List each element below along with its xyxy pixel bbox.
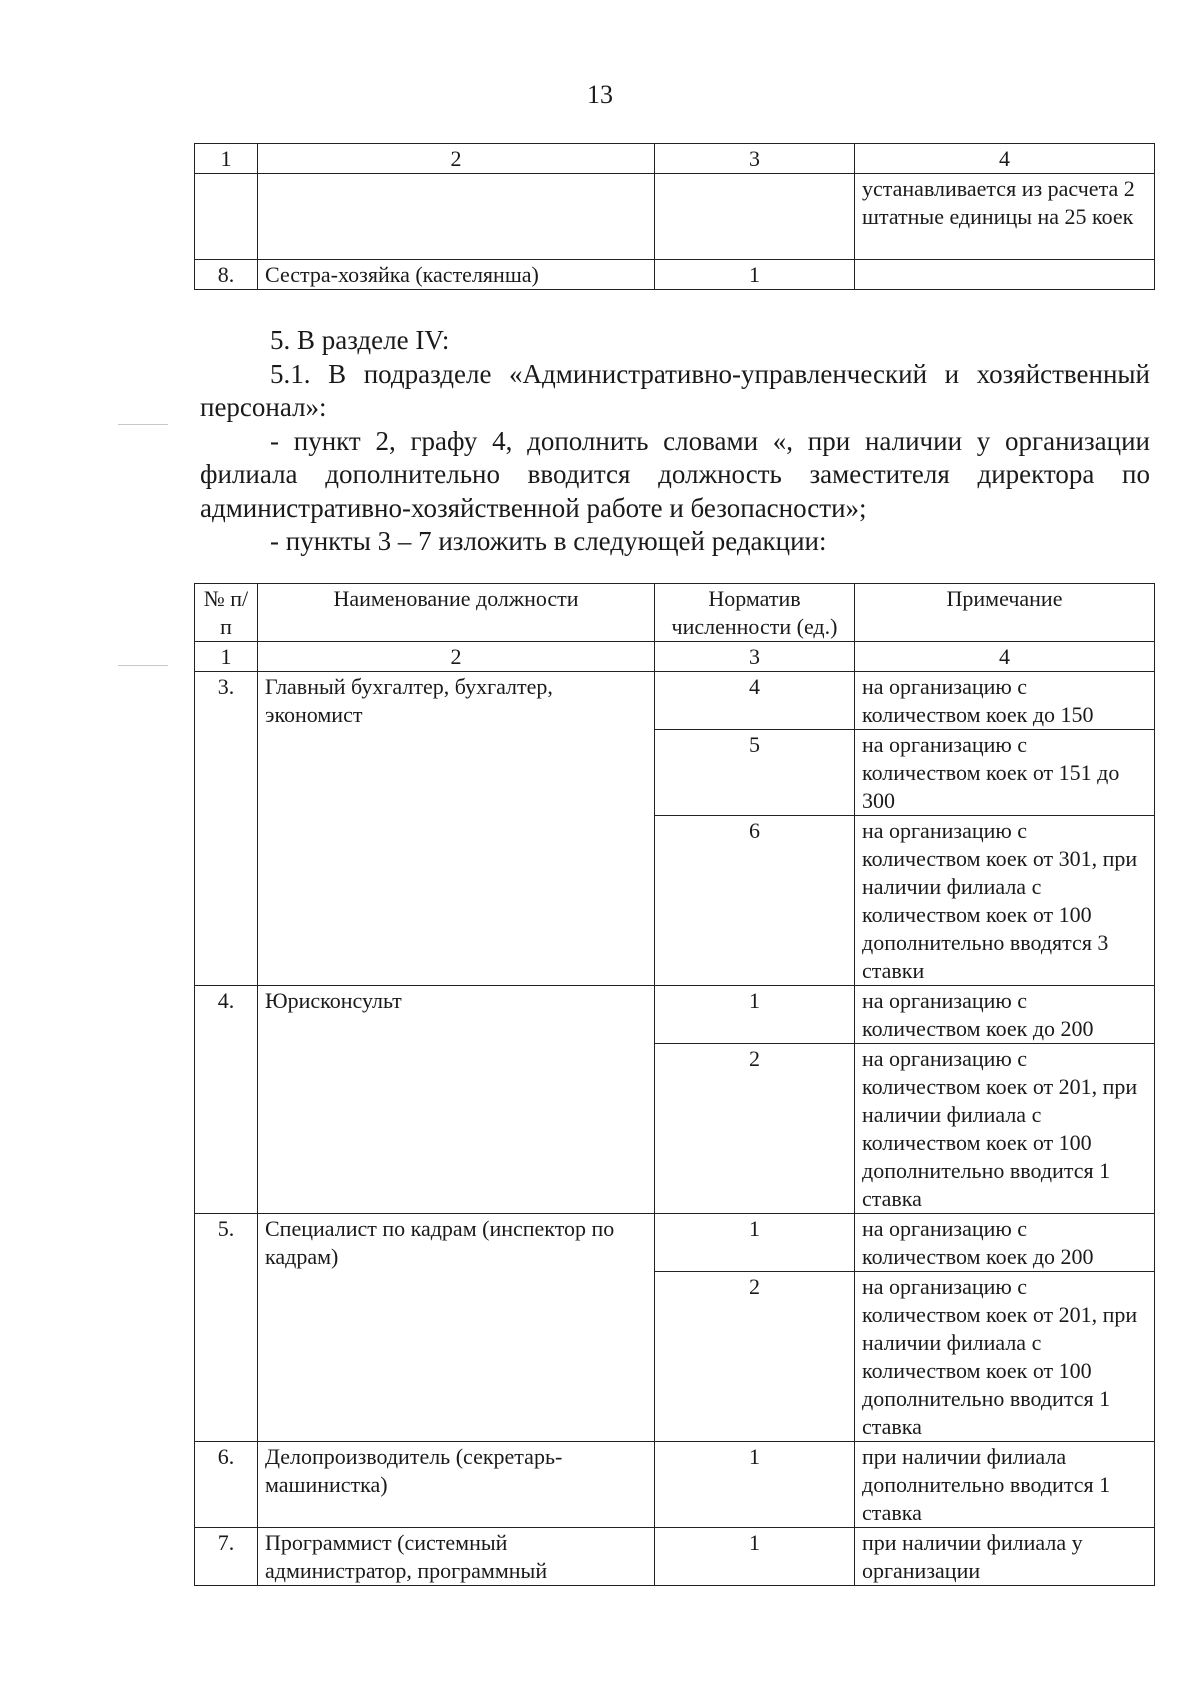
paragraph: 5. В разделе IV: — [270, 325, 450, 355]
row-note: на организацию с количеством коек до 150 — [855, 672, 1155, 730]
col-number: 3 — [655, 642, 855, 672]
row-norm: 1 — [655, 260, 855, 290]
row-note: на организацию с количеством коек от 201, при наличии филиала с количеством коек от 100 дополнительно вводится 1 ставка — [855, 1044, 1155, 1214]
row-norm: 2 — [655, 1044, 855, 1214]
table-row — [195, 174, 1155, 260]
row-name: Делопроизводитель (секретарь-машинистка) — [258, 1442, 655, 1528]
col-number: 1 — [195, 144, 258, 174]
col-number: 4 — [855, 642, 1155, 672]
row-norm — [655, 174, 855, 260]
page-number: 13 — [587, 80, 613, 109]
table-column-numbers — [195, 144, 1155, 174]
row-note: на организацию с количеством коек от 151 до 300 — [855, 730, 1155, 816]
row-name: Сестра-хозяйка (кастелянша) — [258, 260, 655, 290]
header-norm: Норматив численности (ед.) — [655, 584, 855, 642]
row-num: 4. — [195, 986, 258, 1214]
row-note: устанавливается из расчета 2 штатные единицы на 25 коек — [855, 174, 1155, 260]
row-norm: 2 — [655, 1272, 855, 1442]
header-name: Наименование должности — [258, 584, 655, 642]
row-num: 5. — [195, 1214, 258, 1442]
table-column-numbers — [195, 642, 1155, 672]
row-note: на организацию с количеством коек до 200 — [855, 1214, 1155, 1272]
row-norm: 1 — [655, 1442, 855, 1528]
header-num: № п/п — [195, 584, 258, 642]
row-norm: 5 — [655, 730, 855, 816]
table-row — [195, 1214, 1155, 1272]
col-number: 2 — [258, 144, 655, 174]
table-row — [195, 672, 1155, 730]
table-header-row — [195, 584, 1155, 642]
paragraph: - пункт 2, графу 4, дополнить словами «, при наличии у организации филиала дополнительно вводится должность заместителя директора по административно-хозяйственной работе и безопасности»; — [200, 425, 1150, 523]
paragraph: - пункты 3 – 7 изложить в следующей редакции: — [270, 526, 827, 556]
row-name: Программист (системный администратор, программный — [258, 1528, 655, 1586]
row-note: на организацию с количеством коек от 201, при наличии филиала с количеством коек от 100 дополнительно вводится 1 ставка — [855, 1272, 1155, 1442]
header-note: Примечание — [855, 584, 1155, 642]
staffing-table-continuation — [194, 143, 1155, 290]
row-name: Юрисконсульт — [258, 986, 655, 1214]
row-norm: 1 — [655, 986, 855, 1044]
staffing-table — [194, 583, 1155, 1586]
row-note: на организацию с количеством коек до 200 — [855, 986, 1155, 1044]
row-note: при наличии филиала у организации — [855, 1528, 1155, 1586]
row-num: 6. — [195, 1442, 258, 1528]
col-number: 4 — [855, 144, 1155, 174]
paragraph: 5.1. В подразделе «Административно-управленческий и хозяйственный персонал»: — [200, 358, 1150, 422]
col-number: 1 — [195, 642, 258, 672]
row-name — [258, 174, 655, 260]
row-num — [195, 174, 258, 260]
row-num: 3. — [195, 672, 258, 986]
table-row — [195, 1528, 1155, 1586]
row-note — [855, 260, 1155, 290]
table-row — [195, 986, 1155, 1044]
col-number: 3 — [655, 144, 855, 174]
row-name: Главный бухгалтер, бухгалтер, экономист — [258, 672, 655, 986]
row-norm: 1 — [655, 1528, 855, 1586]
row-note: при наличии филиала дополнительно вводится 1 ставка — [855, 1442, 1155, 1528]
col-number: 2 — [258, 642, 655, 672]
table-row — [195, 260, 1155, 290]
row-num: 7. — [195, 1528, 258, 1586]
row-name: Специалист по кадрам (инспектор по кадрам) — [258, 1214, 655, 1442]
row-num: 8. — [195, 260, 258, 290]
row-note: на организацию с количеством коек от 301, при наличии филиала с количеством коек от 100 дополнительно вводятся 3 ставки — [855, 816, 1155, 986]
amendment-text — [200, 324, 1150, 559]
table-row — [195, 1442, 1155, 1528]
scan-artifact — [118, 665, 168, 666]
row-norm: 6 — [655, 816, 855, 986]
row-norm: 1 — [655, 1214, 855, 1272]
scan-artifact — [118, 424, 168, 425]
row-norm: 4 — [655, 672, 855, 730]
